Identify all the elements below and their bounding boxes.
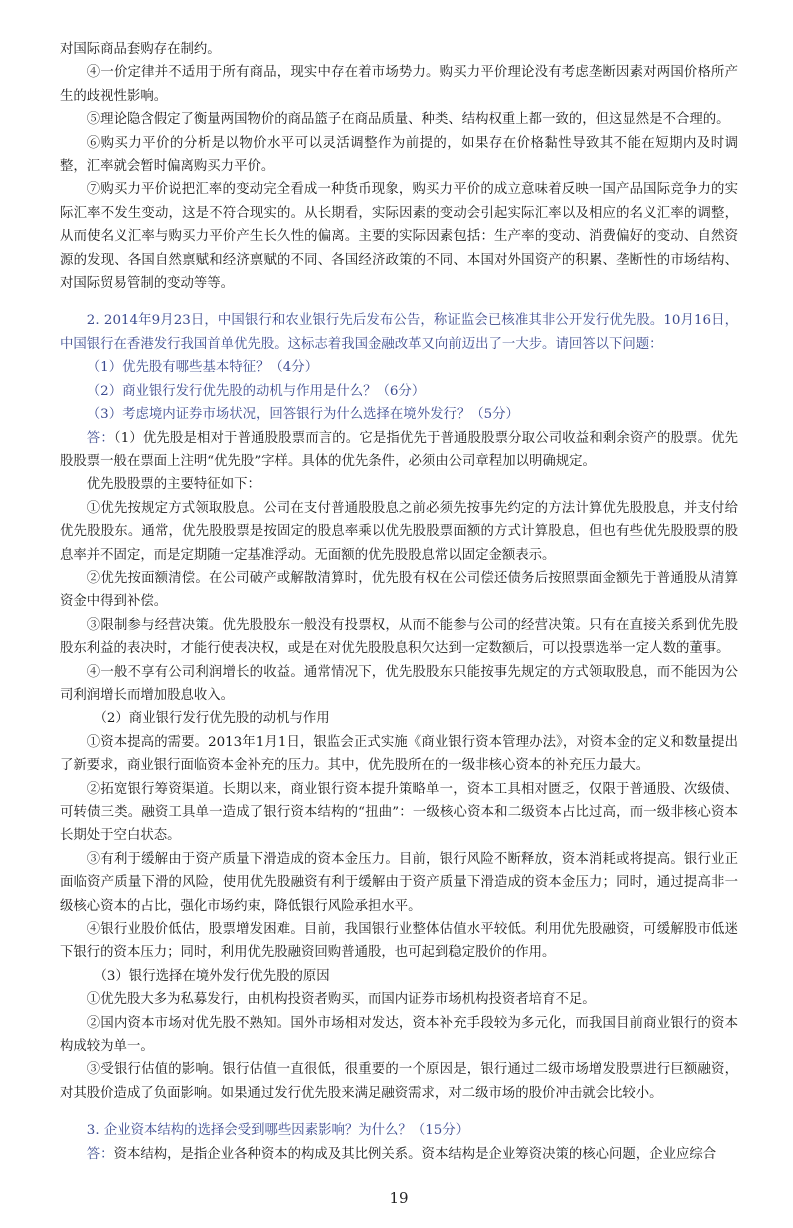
section-question-2: [60, 309, 738, 1105]
paragraph: ④一价定律并不适用于所有商品，现实中存在着市场势力。购买力平价理论没有考虑垄断因素对两国价格所产生的歧视性影响。: [60, 65, 738, 104]
page-number: 19: [389, 1189, 409, 1208]
question-text: 2. 2014年9月23日，中国银行和农业银行先后发布公告，称证监会已核准其非公开发行优先股。10月16日，中国银行在香港发行我国首单优先股。这标志着我国金融改革又向前迈出了一大步。请回答以下问题：: [60, 313, 738, 352]
subheading: （3）银行选择在境外发行优先股的原因: [93, 968, 330, 984]
paragraph: ⑥购买力平价的分析是以物价水平可以灵活调整作为前提的，如果存在价格黏性导致其不能在短期内及时调整，汇率就会暂时偏离购买力平价。: [60, 135, 738, 175]
answer-text: 资本结构，是指企业各种资本的构成及其比例关系。资本结构是企业筹资决策的核心问题，企业应综合: [113, 1146, 717, 1162]
section-question-3: [60, 1119, 738, 1166]
answer-paragraph: [60, 1143, 738, 1166]
answer-label: 答：: [86, 430, 114, 446]
paragraph: ⑤理论隐含假定了衡量两国物价的商品篮子在商品质量、种类、结构权重上都一致的，但这显然是不合理的。: [86, 112, 730, 128]
subquestion: （2）商业银行发行优先股的动机与作用是什么？（6分）: [86, 383, 426, 399]
paragraph: ③有利于缓解由于资产质量下滑造成的资本金压力。目前，银行风险不断释放，资本消耗或将提高。银行业正面临资产质量下滑的风险，使用优先股融资有利于缓解由于资产质量下滑造成的资本金压力；同时，通过提高非一级核心资本的占比，强化市场约束，降低银行风险承担水平。: [60, 851, 738, 914]
paragraph: ⑦购买力平价说把汇率的变动完全看成一种货币现象，购买力平价的成立意味着反映一国产品国际竞争力的实际汇率不发生变动，这是不符合现实的。从长期看，实际因素的变动会引起实际汇率以及相应的名义汇率的调整，从而使名义汇率与购买力平价产生长久性的偏离。主要的实际因素包括：生产率的变动、消费偏好的变动、自然资源的发现、各国自然禀赋和经济禀赋的不同、各国经济政策的不同、本国对外国资产的积累、垄断性的市场结构、对国际贸易管制的变动等等。: [60, 182, 738, 292]
paragraph: ①优先按规定方式领取股息。公司在支付普通股股息之前必须先按事先约定的方法计算优先股股息，并支付给优先股股东。通常，优先股股票是按固定的股息率乘以优先股股票面额的方式计算股息，但也有些优先股股票的股息率并不固定，而是定期随一定基准浮动。无面额的优先股股息常以固定金额表示。: [60, 500, 738, 563]
paragraph: ④一般不享有公司利润增长的收益。通常情况下，优先股股东只能按事先规定的方式领取股息，而不能因为公司利润增长而增加股息收入。: [60, 664, 738, 703]
subquestion: （1）优先股有哪些基本特征？（4分）: [86, 360, 319, 376]
paragraph: ③限制参与经营决策。优先股股东一般没有投票权，从而不能参与公司的经营决策。只有在直接关系到优先股股东利益的表决时，才能行使表决权，或是在对优先股股息积欠达到一定数额后，可以投票选举一定人数的董事。: [60, 617, 738, 657]
subquestion: （3）考虑境内证券市场状况，回答银行为什么选择在境外发行？（5分）: [86, 407, 519, 423]
question-text: 3. 企业资本结构的选择会受到哪些因素影响？为什么？（15分）: [86, 1123, 470, 1139]
paragraph: ③受银行估值的影响。银行估值一直很低，很重要的一个原因是，银行通过二级市场增发股票进行巨额融资，对其股价造成了负面影响。如果通过发行优先股来满足融资需求，对二级市场的股价冲击就会比较小。: [60, 1062, 738, 1101]
section-ppp-limitations: [60, 38, 738, 295]
paragraph: 优先股股票的主要特征如下：: [86, 477, 261, 493]
paragraph: ②拓宽银行筹资渠道。长期以来，商业银行资本提升策略单一，资本工具相对匮乏，仅限于普通股、次级债、可转债三类。融资工具单一造成了银行资本结构的“扭曲”：一级核心资本和二级资本占比过高，而一级非核心资本长期处于空白状态。: [60, 781, 738, 844]
answer-text: （1）优先股是相对于普通股股票而言的。它是指优先于普通股股票分取公司收益和剩余资产的股票。优先股股票一般在票面上注明“优先股”字样。具体的优先条件，必须由公司章程加以明确规定。: [60, 430, 738, 469]
paragraph: 对国际商品套购存在制约。: [60, 42, 221, 57]
paragraph: ②优先按面额清偿。在公司破产或解散清算时，优先股有权在公司偿还债务后按照票面金额先于普通股从清算资金中得到补偿。: [60, 570, 738, 610]
paragraph: ④银行业股价低估，股票增发困难。目前，我国银行业整体估值水平较低。利用优先股融资，可缓解股市低迷下银行的资本压力；同时，利用优先股融资回购普通股，也可起到稳定股价的作用。: [60, 922, 738, 961]
answer-paragraph: [60, 427, 738, 474]
subheading: （2）商业银行发行优先股的动机与作用: [93, 711, 330, 727]
paragraph: ①优先股大多为私募发行，由机构投资者购买，而国内证券市场机构投资者培育不足。: [86, 992, 596, 1008]
answer-label: 答：: [86, 1146, 114, 1162]
paragraph: ①资本提高的需要。2013年1月1日，银监会正式实施《商业银行资本管理办法》，对资本金的定义和数量提出了新要求，商业银行面临资本金补充的压力。其中，优先股所在的一级非核心资本的补充压力最大。: [60, 734, 738, 774]
paragraph: ②国内资本市场对优先股不熟知。国外市场相对发达，资本补充手段较为多元化，而我国目前商业银行的资本构成较为单一。: [60, 1015, 738, 1055]
